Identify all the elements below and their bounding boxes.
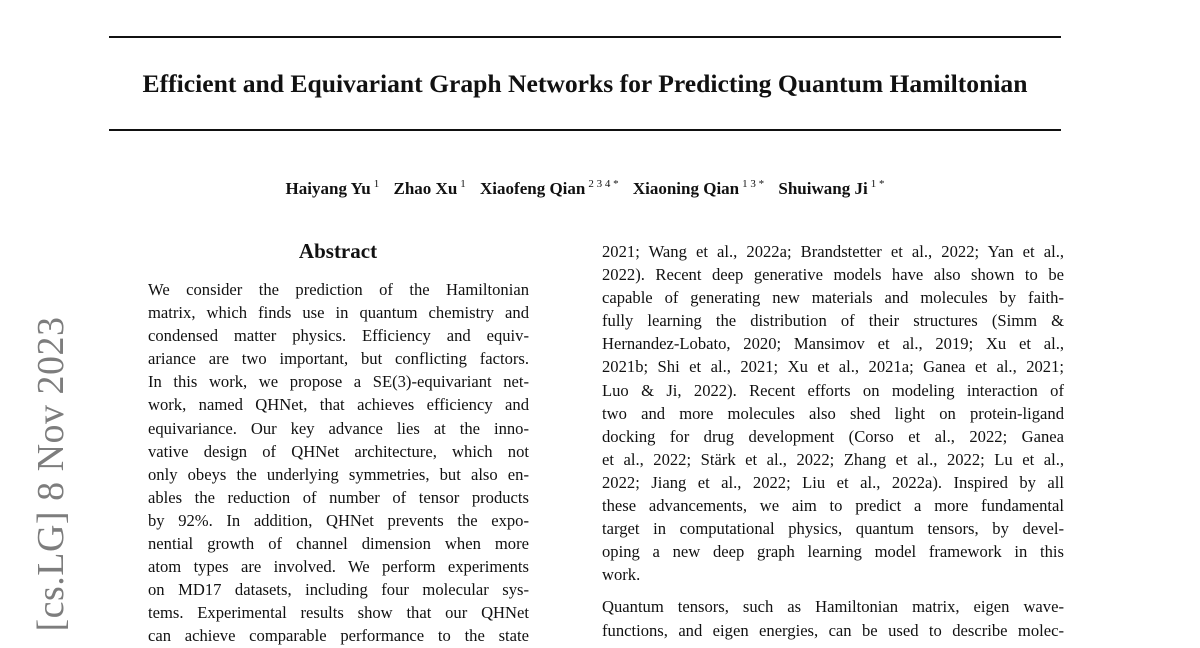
- text-line: these advancements, we aim to predict a more fundamental: [602, 496, 1064, 516]
- text-line: matrix, which finds use in quantum chemistry and: [148, 303, 529, 323]
- text-line: oping a new deep graph learning model framework in this: [602, 542, 1064, 562]
- text-line: work, named QHNet, that achieves efficiency and: [148, 395, 529, 415]
- text-line: nential growth of channel dimension when more: [148, 534, 529, 554]
- text-line: 2021b; Shi et al., 2021; Xu et al., 2021a; Ganea et al., 2021;: [602, 357, 1064, 377]
- affiliation-marks: 1: [373, 178, 380, 190]
- text-line: equivariance. Our key advance lies at the inno-: [148, 418, 529, 438]
- abstract-text: [148, 278, 529, 648]
- text-line: on MD17 datasets, including four molecular sys-: [148, 580, 529, 600]
- text-line: 2022; Jiang et al., 2022; Liu et al., 2022a). Inspired by all: [602, 472, 1064, 492]
- text-line: 2022). Recent deep generative models have also shown to be: [602, 265, 1064, 285]
- affiliation-marks: 1: [460, 178, 466, 190]
- text-line: functions, and eigen energies, can be used to describe molec-: [602, 620, 1064, 640]
- affiliation-marks: 2 3 4 *: [588, 178, 619, 190]
- text-line: 2021; Wang et al., 2022a; Brandstetter et al., 2022; Yan et al.,: [602, 242, 1064, 261]
- text-line: capable of generating new materials and molecules by faith-: [602, 288, 1064, 308]
- text-line: fully learning the distribution of their structures (Simm &: [602, 311, 1064, 331]
- text-line: tems. Experimental results show that our QHNet: [148, 603, 529, 623]
- paper-title: Efficient and Equivariant Graph Networks for Predicting Quantum Hamiltonian: [142, 69, 1028, 98]
- text-line: Quantum tensors, such as Hamiltonian matrix, eigen wave-: [602, 597, 1064, 617]
- text-line: Hernandez-Lobato, 2020; Mansimov et al., 2019; Xu et al.,: [602, 334, 1064, 354]
- text-line: et al., 2022; Stärk et al., 2022; Zhang et al., 2022; Lu et al.,: [602, 449, 1064, 469]
- author: Zhao Xu $^1$: [393, 178, 466, 198]
- text-line: atom types are involved. We perform experiments: [148, 557, 529, 577]
- bottom-rule: [109, 129, 1061, 131]
- abstract-heading: Abstract: [298, 239, 378, 263]
- author: Xiaoning Qian $^{1 3 *}$: [632, 178, 765, 198]
- text-line: We consider the prediction of the Hamiltonian: [148, 280, 529, 299]
- text-line: target in computational physics, quantum tensors, by devel-: [602, 519, 1064, 539]
- arxiv-side-stamp: [cs.LG] 8 Nov 2023: [30, 316, 72, 632]
- author: Haiyang Yu $^1$: [285, 178, 380, 198]
- text-line: can achieve comparable performance to the state: [148, 626, 529, 646]
- text-line: condensed matter physics. Efficiency and equiv-: [148, 326, 529, 346]
- paragraph-gap: [602, 586, 1064, 595]
- author: Xiaofeng Qian $^{2 3 4 *}$: [480, 178, 619, 198]
- body-text-column: [602, 240, 1064, 642]
- top-rule: [109, 36, 1061, 38]
- affiliation-marks: 1 3 *: [742, 178, 765, 190]
- affiliation-marks: 1 *: [870, 178, 885, 190]
- text-line: only obeys the underlying symmetries, but also en-: [148, 464, 529, 484]
- text-line: docking for drug development (Corso et al., 2022; Ganea: [602, 426, 1064, 446]
- text-line: by 92%. In addition, QHNet prevents the expo-: [148, 510, 529, 530]
- text-line: In this work, we propose a SE(3)-equivariant net-: [148, 372, 529, 392]
- author-list: [0, 172, 1170, 201]
- text-line: Luo & Ji, 2022). Recent efforts on modeling interaction of: [602, 380, 1064, 400]
- text-line: work.: [602, 565, 641, 585]
- text-line: ables the reduction of number of tensor products: [148, 487, 529, 507]
- author: Shuiwang Ji $^{1 *}$: [778, 178, 885, 198]
- text-line: two and more molecules also shed light on protein-ligand: [602, 403, 1064, 423]
- text-line: vative design of QHNet architecture, which not: [148, 441, 529, 461]
- text-line: ariance are two important, but conflicting factors.: [148, 349, 529, 369]
